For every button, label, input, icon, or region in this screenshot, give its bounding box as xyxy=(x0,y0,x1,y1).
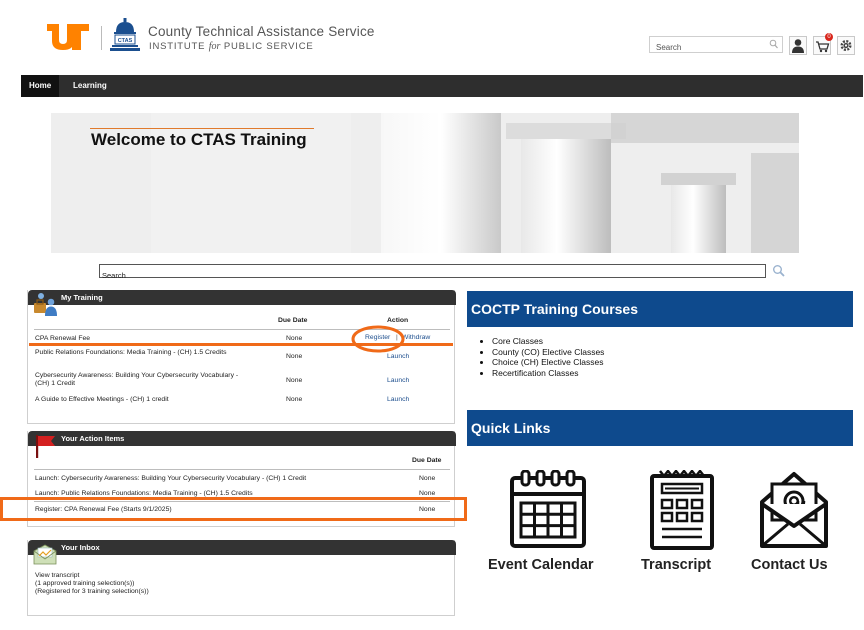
catalog-search-icon[interactable] xyxy=(772,264,785,277)
action-item-due: None xyxy=(419,490,436,497)
launch-link[interactable]: Launch xyxy=(387,377,410,384)
table-header-divider xyxy=(34,469,450,470)
inbox-envelope-icon xyxy=(32,542,58,568)
col-due-date: Due Date xyxy=(278,317,308,324)
settings-button[interactable] xyxy=(837,36,855,55)
training-name[interactable]: Cybersecurity Awareness: Building Your Cybersecurity Vocabulary - (CH) 1 Credit xyxy=(35,372,239,387)
quick-links-header: Quick Links xyxy=(467,410,853,446)
cart-button[interactable] xyxy=(813,36,831,55)
training-due-date: None xyxy=(286,396,303,403)
contact-us-link[interactable]: Contact Us xyxy=(751,557,828,573)
gear-icon xyxy=(838,37,854,54)
user-profile-button[interactable] xyxy=(789,36,807,55)
cart-count-badge: 0 xyxy=(825,33,833,41)
transcript-link[interactable]: Transcript xyxy=(641,557,712,573)
inbox-approved-count: (1 approved training selection(s)) xyxy=(35,580,135,587)
launch-link[interactable]: Launch xyxy=(387,353,410,360)
my-training-title: My Training xyxy=(61,293,103,302)
ut-logo[interactable] xyxy=(47,24,89,50)
capitol-logo-icon xyxy=(110,18,140,52)
catalog-search-box[interactable] xyxy=(99,264,766,278)
nav-learning[interactable]: Learning xyxy=(73,81,107,90)
col-action: Action xyxy=(387,317,409,324)
nav-home[interactable]: Home xyxy=(21,75,59,97)
coctp-course-list xyxy=(480,336,604,378)
register-link[interactable]: Register xyxy=(365,334,391,341)
header-search-box[interactable] xyxy=(649,36,783,53)
mail-icon[interactable] xyxy=(758,470,830,550)
calendar-icon[interactable] xyxy=(508,470,588,550)
inbox-panel xyxy=(27,540,455,616)
action-item-name[interactable]: Register: CPA Renewal Fee (Starts 9/1/2025) xyxy=(35,506,172,513)
action-item-due: None xyxy=(419,506,436,513)
withdraw-link[interactable]: Withdraw xyxy=(402,334,431,341)
course-link-choice-elective[interactable]: • Choice (CH) Elective Classes xyxy=(492,357,604,368)
flag-icon xyxy=(32,433,58,459)
header-search-input[interactable] xyxy=(650,40,766,55)
col-due-date: Due Date xyxy=(412,457,442,464)
org-subtitle: INSTITUTE for PUBLIC SERVICE xyxy=(149,41,314,52)
action-item-name[interactable]: Launch: Public Relations Foundations: Media Training - (CH) 1.5 Credits xyxy=(35,490,253,497)
training-due-date: None xyxy=(286,335,303,342)
training-users-icon xyxy=(32,291,58,317)
banner-title-rule xyxy=(90,128,314,129)
search-icon[interactable] xyxy=(769,39,778,49)
logo-divider xyxy=(101,26,102,50)
catalog-search-input[interactable] xyxy=(100,270,752,282)
course-link-recertification[interactable]: • Recertification Classes xyxy=(492,368,604,379)
launch-link[interactable]: Launch xyxy=(387,396,410,403)
main-nav xyxy=(21,75,863,97)
coctp-header: COCTP Training Courses xyxy=(467,291,853,327)
training-due-date: None xyxy=(286,377,303,384)
view-transcript-link[interactable]: View transcript xyxy=(35,572,80,579)
annotation-circle xyxy=(351,325,405,353)
svg-text:CTAS: CTAS xyxy=(117,38,133,44)
user-icon xyxy=(790,37,806,54)
training-due-date: None xyxy=(286,353,303,360)
inbox-registered-count: (Registered for 3 training selection(s)) xyxy=(35,588,149,595)
action-item-due: None xyxy=(419,475,436,482)
my-training-panel xyxy=(27,290,455,424)
action-separator: | xyxy=(396,334,398,341)
inbox-title: Your Inbox xyxy=(61,543,100,552)
org-name: County Technical Assistance Service xyxy=(148,24,375,39)
transcript-icon[interactable] xyxy=(648,470,716,550)
training-name[interactable]: A Guide to Effective Meetings - (CH) 1 credit xyxy=(35,396,169,403)
banner-title: Welcome to CTAS Training xyxy=(91,130,307,149)
training-name: CPA Renewal Fee xyxy=(35,335,91,342)
course-link-county-elective[interactable]: • County (CO) Elective Classes xyxy=(492,347,604,358)
course-link-core[interactable]: • Core Classes xyxy=(492,336,604,347)
action-items-title: Your Action Items xyxy=(61,434,125,443)
action-item-name[interactable]: Launch: Cybersecurity Awareness: Building Your Cybersecurity Vocabulary - (CH) 1 Credit xyxy=(35,475,307,482)
event-calendar-link[interactable]: Event Calendar xyxy=(488,557,594,573)
training-name[interactable]: Public Relations Foundations: Media Training - (CH) 1.5 Credits xyxy=(35,349,227,356)
annotation-box xyxy=(0,497,467,521)
